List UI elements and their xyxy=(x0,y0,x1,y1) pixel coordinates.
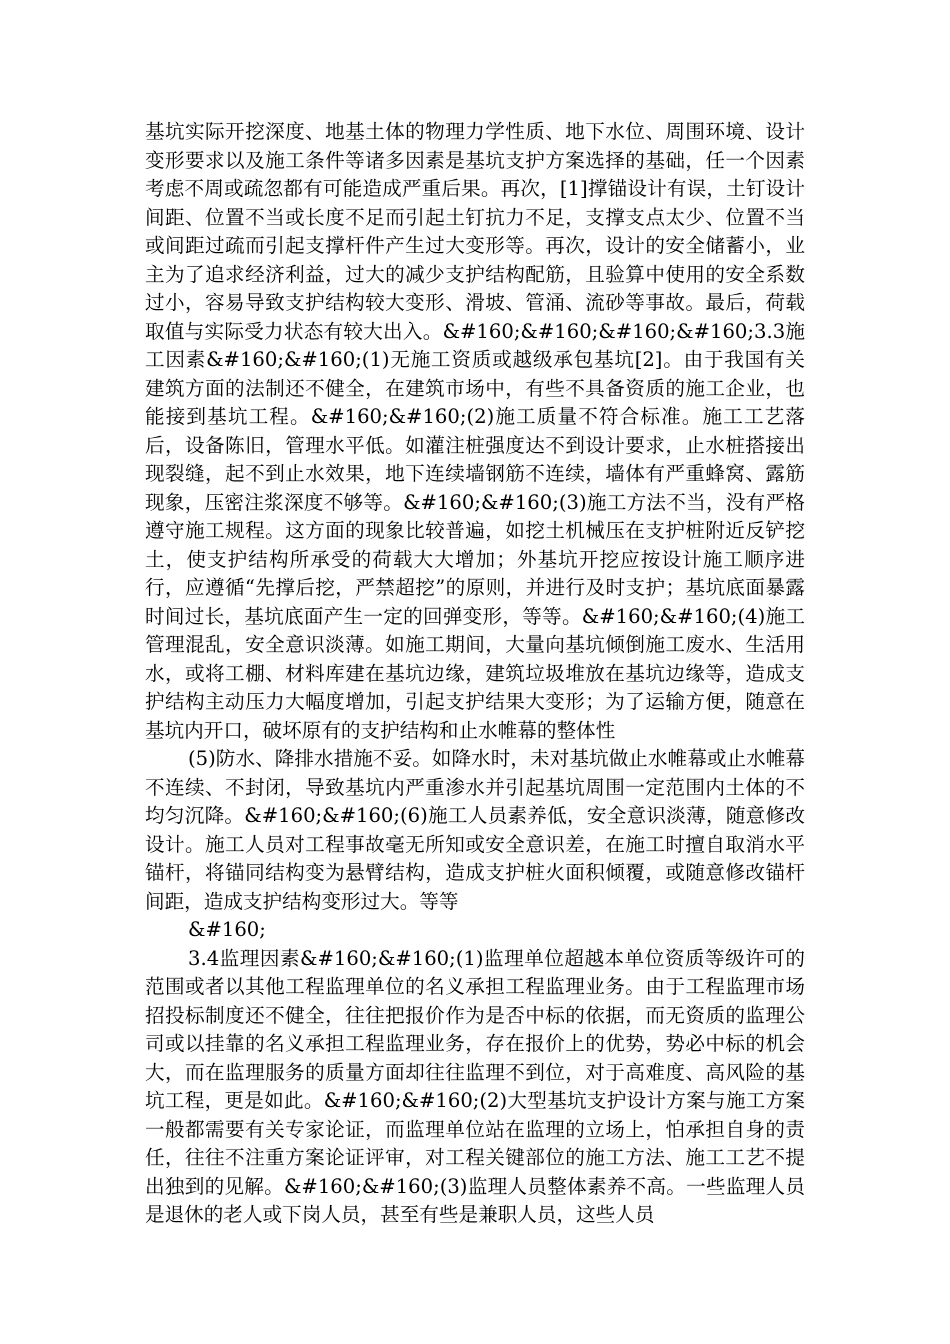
paragraph-design-and-construction-factors: 基坑实际开挖深度、地基土体的物理力学性质、地下水位、周围环境、设计变形要求以及施工条件等诸多因素是基坑支护方案选择的基础，任一个因素考虑不周或疏忽都有可能造成严重后果。再次，[1]撑锚设计有误，土钉设计间距、位置不当或长度不足而引起土钉抗力不足，支撑支点太少、位置不当或间距过疏而引起支撑杆件产生过大变形等。再次，设计的安全储蓄小，业主为了追求经济利益，过大的减少支护结构配筋，且验算中使用的安全系数过小，容易导致支护结构较大变形、滑坡、管涌、流砂等事故。最后，荷载取值与实际受力状态有较大出入。&#160;&#160;&#160;&#160;3.3施工因素&#160;&#160;(1)无施工资质或越级承包基坑[2]。由于我国有关建筑方面的法制还不健全，在建筑市场中，有些不具备资质的施工企业，也能接到基坑工程。&#160;&#160;(2)施工质量不符合标准。施工工艺落后，设备陈旧，管理水平低。如灌注桩强度达不到设计要求，止水桩搭接出现裂缝，起不到止水效果，地下连续墙钢筋不连续，墙体有严重蜂窝、露筋现象，压密注浆深度不够等。&#160;&#160;(3)施工方法不当，没有严格遵守施工规程。这方面的现象比较普遍，如挖土机械压在支护桩附近反铲挖土，使支护结构所承受的荷载大大增加；外基坑开挖应按设计施工顺序进行，应遵循“先撑后挖，严禁超挖”的原则，并进行及时支护；基坑底面暴露时间过长，基坑底面产生一定的回弹变形，等等。&#160;&#160;(4)施工管理混乱，安全意识淡薄。如施工期间，大量向基坑倾倒施工废水、生活用水，或将工棚、材料库建在基坑边缘，建筑垃圾堆放在基坑边缘等，造成支护结构主动压力大幅度增加，引起支护结果大变形；为了运输方便，随意在基坑内开口，破坏原有的支护结构和止水帷幕的整体性 xyxy=(145,120,805,742)
document-body xyxy=(145,118,805,1230)
paragraph-supervision-factors: 3.4监理因素&#160;&#160;(1)监理单位超越本单位资质等级许可的范围或者以其他工程监理单位的名义承担工程监理业务。由于工程监理市场招投标制度还不健全，往往把报价作为是否中标的依据，而无资质的监理公司或以挂靠的名义承担工程监理业务，存在报价上的优势，势必中标的机会大，而在监理服务的质量方面却往往监理不到位，对于高难度、高风险的基坑工程，更是如此。&#160;&#160;(2)大型基坑支护设计方案与施工方案一般都需要有关专家论证，而监理单位站在监理的立场上，怕承担自身的责任，往往不注重方案论证评审，对工程关键部位的施工方法、施工工艺不提出独到的见解。&#160;&#160;(3)监理人员整体素养不高。一些监理人员是退休的老人或下岗人员，甚至有些是兼职人员，这些人员 xyxy=(145,946,805,1226)
paragraph-waterproofing-and-personnel: (5)防水、降排水措施不妥。如降水时，未对基坑做止水帷幕或止水帷幕不连续、不封闭，导致基坑内严重渗水并引起基坑周围一定范围内土体的不均匀沉降。&#160;&#160;(6)施工人员素养低，安全意识淡薄，随意修改设计。施工人员对工程事故毫无所知或安全意识差，在施工时擅自取消水平锚杆，将锚同结构变为悬臂结构，造成支护桩火面积倾覆，或随意修改锚杆间距，造成支护结构变形过大。等等 xyxy=(145,747,805,913)
paragraph-spacer-entity: &#160; xyxy=(188,918,266,941)
